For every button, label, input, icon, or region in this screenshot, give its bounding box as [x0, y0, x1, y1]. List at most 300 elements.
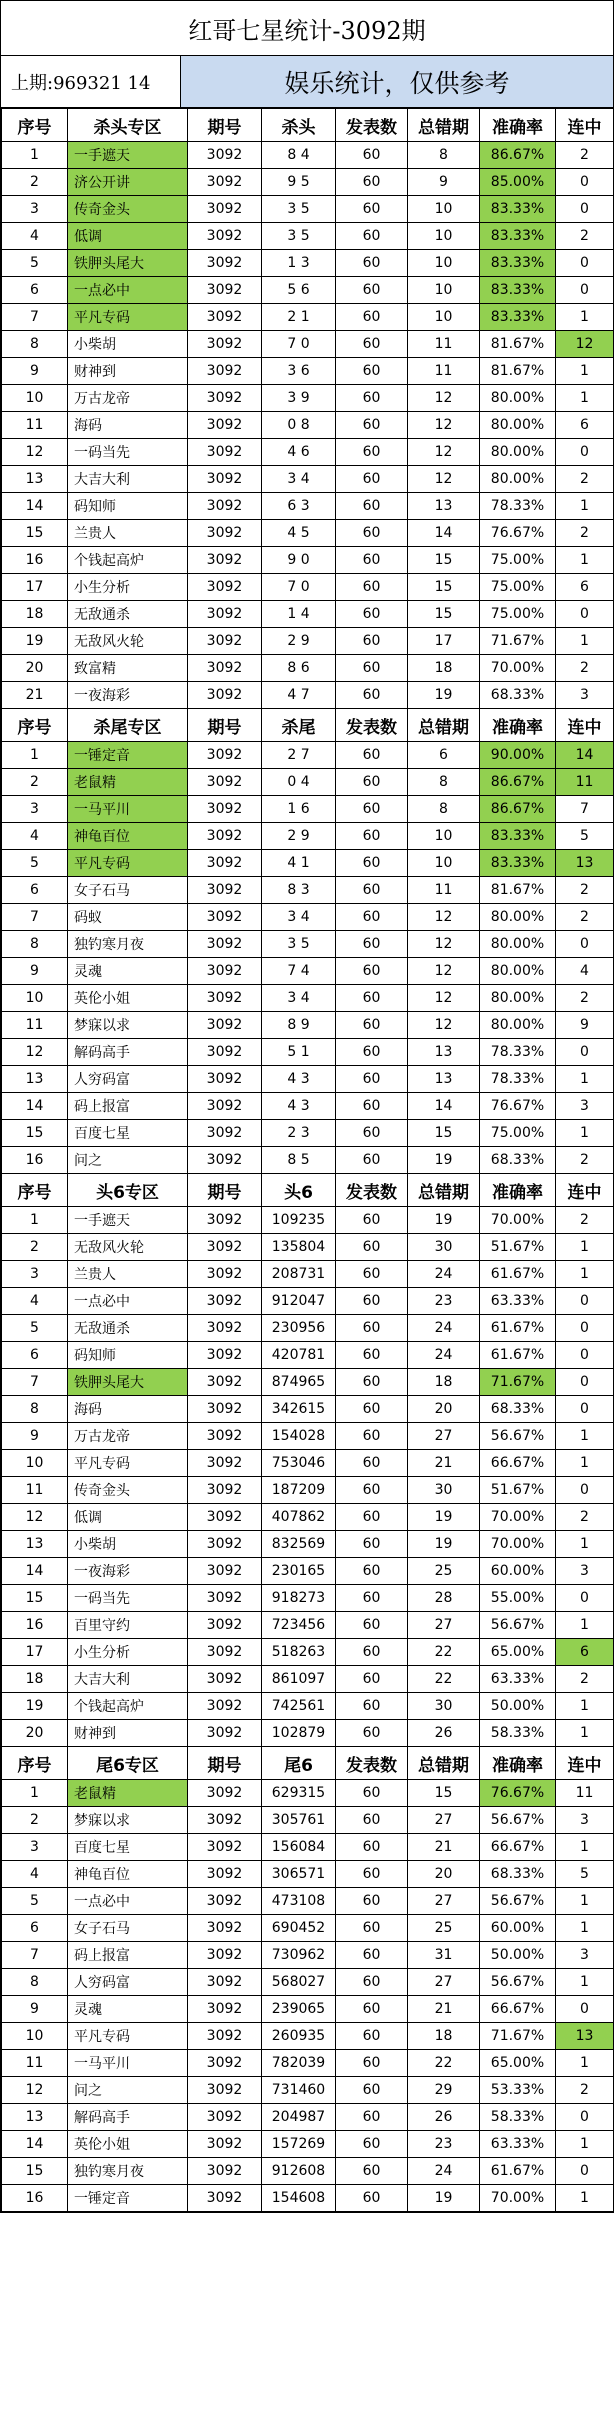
table-row	[2, 2131, 614, 2158]
name-cell: 码蚁	[68, 904, 188, 931]
value-cell: 874965	[262, 1369, 336, 1396]
posts-cell: 60	[336, 1369, 408, 1396]
period-cell: 3092	[188, 1423, 262, 1450]
column-header: 发表数	[336, 109, 408, 142]
section-header-row	[2, 1174, 614, 1207]
index-cell: 3	[2, 796, 68, 823]
value-cell: 4 6	[262, 439, 336, 466]
name-cell: 神龟百位	[68, 1861, 188, 1888]
period-cell: 3092	[188, 1120, 262, 1147]
column-header: 总错期	[408, 709, 480, 742]
value-cell: 156084	[262, 1834, 336, 1861]
table-row	[2, 142, 614, 169]
table-row	[2, 304, 614, 331]
name-cell: 老鼠精	[68, 769, 188, 796]
name-cell: 百里守约	[68, 1612, 188, 1639]
posts-cell: 60	[336, 796, 408, 823]
name-cell: 百度七星	[68, 1834, 188, 1861]
value-cell: 8 6	[262, 655, 336, 682]
table-row	[2, 1342, 614, 1369]
period-cell: 3092	[188, 2185, 262, 2212]
errors-cell: 12	[408, 958, 480, 985]
errors-cell: 30	[408, 1693, 480, 1720]
value-cell: 2 9	[262, 823, 336, 850]
section-header-row	[2, 109, 614, 142]
name-cell: 码知师	[68, 493, 188, 520]
index-cell: 6	[2, 877, 68, 904]
table-row	[2, 1780, 614, 1807]
table-row	[2, 547, 614, 574]
posts-cell: 60	[336, 2077, 408, 2104]
index-cell: 8	[2, 331, 68, 358]
rate-cell: 61.67%	[480, 1261, 556, 1288]
posts-cell: 60	[336, 1888, 408, 1915]
errors-cell: 15	[408, 547, 480, 574]
errors-cell: 12	[408, 466, 480, 493]
streak-cell: 3	[556, 682, 614, 709]
index-cell: 12	[2, 1039, 68, 1066]
rate-cell: 66.67%	[480, 1450, 556, 1477]
name-cell: 一点必中	[68, 1288, 188, 1315]
posts-cell: 60	[336, 628, 408, 655]
posts-cell: 60	[336, 493, 408, 520]
index-cell: 1	[2, 1207, 68, 1234]
period-cell: 3092	[188, 1942, 262, 1969]
name-cell: 小柴胡	[68, 1531, 188, 1558]
index-cell: 12	[2, 1504, 68, 1531]
streak-cell: 1	[556, 1450, 614, 1477]
period-cell: 3092	[188, 385, 262, 412]
name-cell: 解码高手	[68, 2104, 188, 2131]
rate-cell: 75.00%	[480, 547, 556, 574]
errors-cell: 9	[408, 169, 480, 196]
period-cell: 3092	[188, 358, 262, 385]
posts-cell: 60	[336, 769, 408, 796]
table-row	[2, 1612, 614, 1639]
posts-cell: 60	[336, 574, 408, 601]
column-header: 序号	[2, 1174, 68, 1207]
posts-cell: 60	[336, 1234, 408, 1261]
errors-cell: 18	[408, 655, 480, 682]
streak-cell: 12	[556, 331, 614, 358]
table-row	[2, 1639, 614, 1666]
table-row	[2, 1120, 614, 1147]
name-cell: 一码当先	[68, 1585, 188, 1612]
column-header: 杀头专区	[68, 109, 188, 142]
index-cell: 1	[2, 142, 68, 169]
streak-cell: 5	[556, 1861, 614, 1888]
table-row	[2, 1423, 614, 1450]
errors-cell: 18	[408, 1369, 480, 1396]
streak-cell: 0	[556, 2158, 614, 2185]
name-cell: 百度七星	[68, 1120, 188, 1147]
errors-cell: 15	[408, 601, 480, 628]
period-cell: 3092	[188, 628, 262, 655]
rate-cell: 66.67%	[480, 1834, 556, 1861]
rate-cell: 83.33%	[480, 223, 556, 250]
value-cell: 420781	[262, 1342, 336, 1369]
posts-cell: 60	[336, 2158, 408, 2185]
errors-cell: 13	[408, 1039, 480, 1066]
name-cell: 低调	[68, 223, 188, 250]
period-cell: 3092	[188, 1780, 262, 1807]
period-cell: 3092	[188, 1558, 262, 1585]
column-header: 期号	[188, 1174, 262, 1207]
streak-cell: 2	[556, 520, 614, 547]
rate-cell: 71.67%	[480, 628, 556, 655]
errors-cell: 27	[408, 1807, 480, 1834]
period-cell: 3092	[188, 682, 262, 709]
rate-cell: 75.00%	[480, 1120, 556, 1147]
posts-cell: 60	[336, 1093, 408, 1120]
table-row	[2, 2077, 614, 2104]
period-cell: 3092	[188, 277, 262, 304]
errors-cell: 12	[408, 385, 480, 412]
index-cell: 5	[2, 850, 68, 877]
streak-cell: 1	[556, 1834, 614, 1861]
streak-cell: 2	[556, 1147, 614, 1174]
name-cell: 无敌通杀	[68, 601, 188, 628]
value-cell: 1 6	[262, 796, 336, 823]
streak-cell: 0	[556, 1315, 614, 1342]
value-cell: 690452	[262, 1915, 336, 1942]
posts-cell: 60	[336, 1558, 408, 1585]
index-cell: 15	[2, 520, 68, 547]
table-row	[2, 439, 614, 466]
index-cell: 2	[2, 1234, 68, 1261]
name-cell: 小生分析	[68, 1639, 188, 1666]
posts-cell: 60	[336, 1531, 408, 1558]
errors-cell: 11	[408, 358, 480, 385]
value-cell: 154028	[262, 1423, 336, 1450]
period-cell: 3092	[188, 850, 262, 877]
name-cell: 一点必中	[68, 1888, 188, 1915]
index-cell: 16	[2, 1147, 68, 1174]
index-cell: 5	[2, 1888, 68, 1915]
posts-cell: 60	[336, 1639, 408, 1666]
disclaimer-banner: 娱乐统计，仅供参考	[181, 56, 613, 107]
value-cell: 407862	[262, 1504, 336, 1531]
table-row	[2, 958, 614, 985]
name-cell: 一锤定音	[68, 2185, 188, 2212]
table-row	[2, 1915, 614, 1942]
period-cell: 3092	[188, 958, 262, 985]
period-cell: 3092	[188, 1639, 262, 1666]
value-cell: 473108	[262, 1888, 336, 1915]
index-cell: 4	[2, 823, 68, 850]
index-cell: 15	[2, 1120, 68, 1147]
value-cell: 3 4	[262, 985, 336, 1012]
table-row	[2, 520, 614, 547]
rate-cell: 51.67%	[480, 1477, 556, 1504]
table-row	[2, 1093, 614, 1120]
streak-cell: 14	[556, 742, 614, 769]
index-cell: 11	[2, 2050, 68, 2077]
posts-cell: 60	[336, 1315, 408, 1342]
index-cell: 16	[2, 2185, 68, 2212]
streak-cell: 7	[556, 796, 614, 823]
posts-cell: 60	[336, 1720, 408, 1747]
rate-cell: 83.33%	[480, 277, 556, 304]
index-cell: 2	[2, 1807, 68, 1834]
name-cell: 兰贵人	[68, 1261, 188, 1288]
rate-cell: 90.00%	[480, 742, 556, 769]
table-row	[2, 985, 614, 1012]
period-cell: 3092	[188, 1342, 262, 1369]
name-cell: 问之	[68, 1147, 188, 1174]
table-row	[2, 493, 614, 520]
streak-cell: 1	[556, 1261, 614, 1288]
value-cell: 730962	[262, 1942, 336, 1969]
period-cell: 3092	[188, 1807, 262, 1834]
posts-cell: 60	[336, 904, 408, 931]
column-header: 发表数	[336, 1747, 408, 1780]
index-cell: 7	[2, 904, 68, 931]
errors-cell: 8	[408, 142, 480, 169]
rate-cell: 80.00%	[480, 439, 556, 466]
rate-cell: 68.33%	[480, 682, 556, 709]
errors-cell: 17	[408, 628, 480, 655]
name-cell: 大吉大利	[68, 466, 188, 493]
rate-cell: 83.33%	[480, 823, 556, 850]
value-cell: 2 7	[262, 742, 336, 769]
period-cell: 3092	[188, 877, 262, 904]
table-row	[2, 796, 614, 823]
column-header: 期号	[188, 709, 262, 742]
index-cell: 13	[2, 1066, 68, 1093]
rate-cell: 86.67%	[480, 769, 556, 796]
column-header: 连中	[556, 1747, 614, 1780]
column-header: 总错期	[408, 109, 480, 142]
value-cell: 918273	[262, 1585, 336, 1612]
value-cell: 4 7	[262, 682, 336, 709]
errors-cell: 13	[408, 1066, 480, 1093]
value-cell: 568027	[262, 1969, 336, 1996]
column-header: 尾6专区	[68, 1747, 188, 1780]
posts-cell: 60	[336, 547, 408, 574]
errors-cell: 12	[408, 904, 480, 931]
index-cell: 8	[2, 1969, 68, 1996]
index-cell: 15	[2, 1585, 68, 1612]
index-cell: 3	[2, 196, 68, 223]
rate-cell: 68.33%	[480, 1396, 556, 1423]
index-cell: 10	[2, 1450, 68, 1477]
streak-cell: 1	[556, 1120, 614, 1147]
table-row	[2, 601, 614, 628]
period-cell: 3092	[188, 493, 262, 520]
name-cell: 一手遮天	[68, 1207, 188, 1234]
errors-cell: 25	[408, 1915, 480, 1942]
index-cell: 7	[2, 304, 68, 331]
posts-cell: 60	[336, 169, 408, 196]
table-row	[2, 1531, 614, 1558]
value-cell: 109235	[262, 1207, 336, 1234]
posts-cell: 60	[336, 1780, 408, 1807]
name-cell: 独钓寒月夜	[68, 2158, 188, 2185]
table-row	[2, 1396, 614, 1423]
index-cell: 4	[2, 223, 68, 250]
column-header: 尾6	[262, 1747, 336, 1780]
name-cell: 一马平川	[68, 2050, 188, 2077]
rate-cell: 58.33%	[480, 1720, 556, 1747]
rate-cell: 85.00%	[480, 169, 556, 196]
rate-cell: 83.33%	[480, 850, 556, 877]
value-cell: 861097	[262, 1666, 336, 1693]
period-cell: 3092	[188, 1066, 262, 1093]
period-cell: 3092	[188, 931, 262, 958]
period-cell: 3092	[188, 1612, 262, 1639]
index-cell: 13	[2, 466, 68, 493]
name-cell: 人穷码富	[68, 1969, 188, 1996]
errors-cell: 14	[408, 1093, 480, 1120]
rate-cell: 80.00%	[480, 1012, 556, 1039]
rate-cell: 65.00%	[480, 2050, 556, 2077]
table-row	[2, 2158, 614, 2185]
table-row	[2, 169, 614, 196]
name-cell: 一点必中	[68, 277, 188, 304]
column-header: 杀尾	[262, 709, 336, 742]
errors-cell: 12	[408, 412, 480, 439]
errors-cell: 22	[408, 1666, 480, 1693]
rate-cell: 63.33%	[480, 2131, 556, 2158]
period-cell: 3092	[188, 1396, 262, 1423]
streak-cell: 13	[556, 850, 614, 877]
value-cell: 154608	[262, 2185, 336, 2212]
column-header: 期号	[188, 1747, 262, 1780]
errors-cell: 11	[408, 331, 480, 358]
table-row	[2, 1888, 614, 1915]
value-cell: 135804	[262, 1234, 336, 1261]
posts-cell: 60	[336, 358, 408, 385]
period-cell: 3092	[188, 769, 262, 796]
period-cell: 3092	[188, 1693, 262, 1720]
posts-cell: 60	[336, 1666, 408, 1693]
rate-cell: 66.67%	[480, 1996, 556, 2023]
name-cell: 传奇金头	[68, 1477, 188, 1504]
table-row	[2, 1147, 614, 1174]
posts-cell: 60	[336, 1450, 408, 1477]
posts-cell: 60	[336, 385, 408, 412]
name-cell: 老鼠精	[68, 1780, 188, 1807]
value-cell: 9 0	[262, 547, 336, 574]
index-cell: 1	[2, 1780, 68, 1807]
period-cell: 3092	[188, 1477, 262, 1504]
errors-cell: 10	[408, 223, 480, 250]
period-cell: 3092	[188, 439, 262, 466]
column-header: 杀头	[262, 109, 336, 142]
period-cell: 3092	[188, 601, 262, 628]
posts-cell: 60	[336, 823, 408, 850]
posts-cell: 60	[336, 250, 408, 277]
errors-cell: 19	[408, 2185, 480, 2212]
rate-cell: 83.33%	[480, 196, 556, 223]
period-cell: 3092	[188, 2131, 262, 2158]
index-cell: 21	[2, 682, 68, 709]
table-row	[2, 2185, 614, 2212]
posts-cell: 60	[336, 1942, 408, 1969]
value-cell: 8 3	[262, 877, 336, 904]
posts-cell: 60	[336, 682, 408, 709]
index-cell: 14	[2, 2131, 68, 2158]
streak-cell: 0	[556, 250, 614, 277]
posts-cell: 60	[336, 958, 408, 985]
errors-cell: 21	[408, 1996, 480, 2023]
posts-cell: 60	[336, 2050, 408, 2077]
column-header: 准确率	[480, 1174, 556, 1207]
posts-cell: 60	[336, 1288, 408, 1315]
value-cell: 7 4	[262, 958, 336, 985]
table-row	[2, 850, 614, 877]
value-cell: 0 4	[262, 769, 336, 796]
index-cell: 8	[2, 931, 68, 958]
rate-cell: 80.00%	[480, 985, 556, 1012]
index-cell: 16	[2, 547, 68, 574]
index-cell: 6	[2, 1342, 68, 1369]
errors-cell: 8	[408, 796, 480, 823]
errors-cell: 12	[408, 931, 480, 958]
table-row	[2, 1666, 614, 1693]
streak-cell: 0	[556, 169, 614, 196]
table-row	[2, 1504, 614, 1531]
errors-cell: 15	[408, 1780, 480, 1807]
name-cell: 无敌风火轮	[68, 628, 188, 655]
period-cell: 3092	[188, 304, 262, 331]
period-cell: 3092	[188, 2158, 262, 2185]
table-row	[2, 931, 614, 958]
index-cell: 12	[2, 2077, 68, 2104]
errors-cell: 28	[408, 1585, 480, 1612]
name-cell: 人穷码富	[68, 1066, 188, 1093]
previous-draw-label: 上期:969321 14	[1, 56, 181, 107]
rate-cell: 56.67%	[480, 1807, 556, 1834]
name-cell: 神龟百位	[68, 823, 188, 850]
name-cell: 女子石马	[68, 877, 188, 904]
streak-cell: 1	[556, 358, 614, 385]
name-cell: 梦寐以求	[68, 1012, 188, 1039]
name-cell: 英伦小姐	[68, 2131, 188, 2158]
value-cell: 2 9	[262, 628, 336, 655]
column-header: 连中	[556, 109, 614, 142]
table-row	[2, 1261, 614, 1288]
index-cell: 7	[2, 1369, 68, 1396]
streak-cell: 2	[556, 877, 614, 904]
value-cell: 9 5	[262, 169, 336, 196]
posts-cell: 60	[336, 1969, 408, 1996]
errors-cell: 24	[408, 1342, 480, 1369]
posts-cell: 60	[336, 1147, 408, 1174]
table-row	[2, 2023, 614, 2050]
errors-cell: 12	[408, 985, 480, 1012]
period-cell: 3092	[188, 2104, 262, 2131]
posts-cell: 60	[336, 223, 408, 250]
name-cell: 无敌通杀	[68, 1315, 188, 1342]
name-cell: 一夜海彩	[68, 682, 188, 709]
errors-cell: 27	[408, 1969, 480, 1996]
period-cell: 3092	[188, 1207, 262, 1234]
posts-cell: 60	[336, 1996, 408, 2023]
streak-cell: 2	[556, 655, 614, 682]
value-cell: 7 0	[262, 331, 336, 358]
table-row	[2, 1558, 614, 1585]
rate-cell: 83.33%	[480, 250, 556, 277]
streak-cell: 0	[556, 439, 614, 466]
value-cell: 753046	[262, 1450, 336, 1477]
streak-cell: 5	[556, 823, 614, 850]
period-cell: 3092	[188, 1315, 262, 1342]
errors-cell: 29	[408, 2077, 480, 2104]
name-cell: 传奇金头	[68, 196, 188, 223]
value-cell: 8 9	[262, 1012, 336, 1039]
